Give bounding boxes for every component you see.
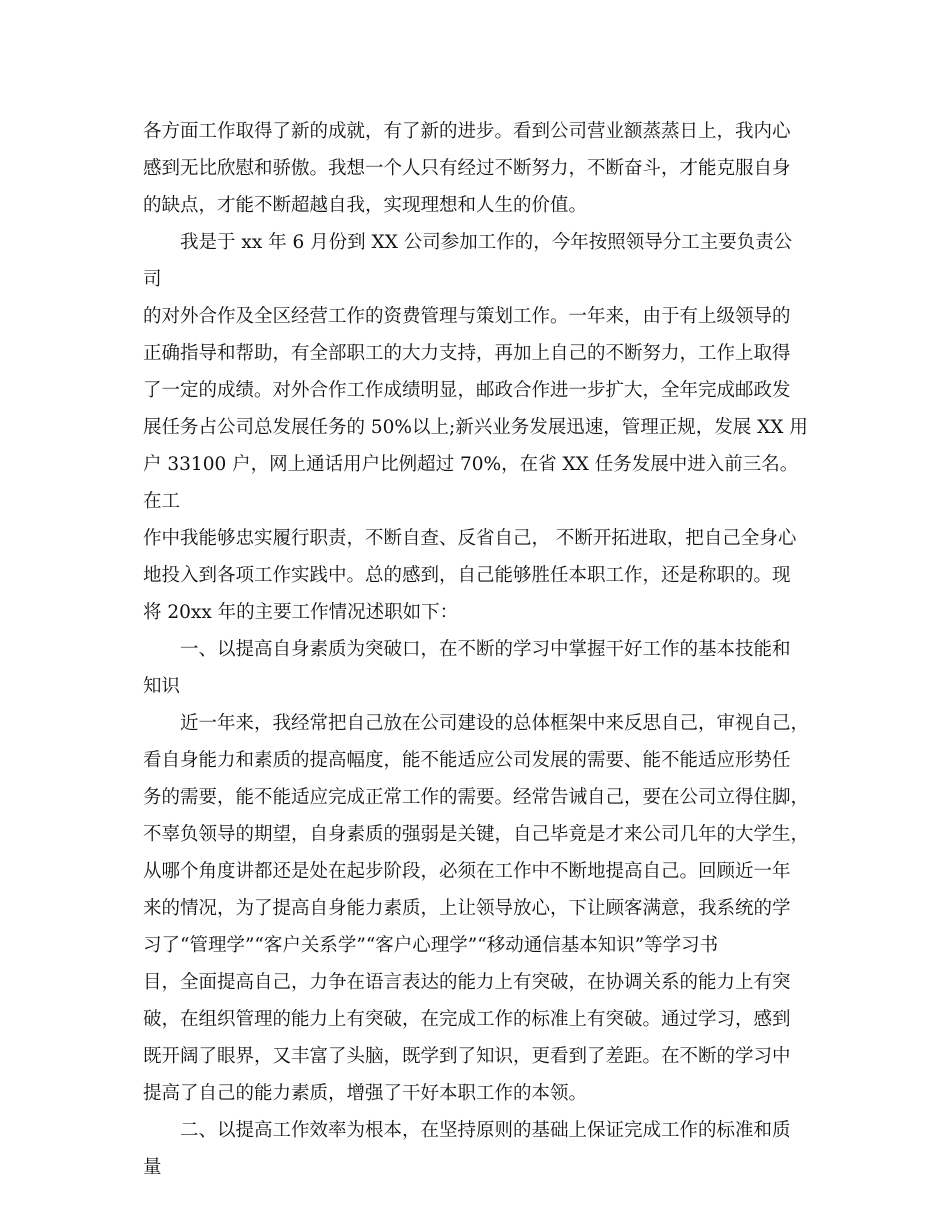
- paragraph-work-summary: 我是于 xx 年 6 月份到 XX 公司参加工作的，今年按照领导分工主要负责公司 的对外合作及全区经营工作的资费管理与策划工作。一年来，由于有上级领导的 正确指导和帮助，有全部职工的大力支持，再加上自己的不断努力，工作上取得 了一定的成绩。对外合作工作成绩明显，邮政合作进一步扩大，全年完成邮政发 展任务占公司总发展任务的 50%以上;新兴业务发展迅速，管理正规，发展 XX 用 户 33100 户，网上通话用户比例超过 70%，在省 XX 任务发展中进入前三名。在工 作中我能够忠实履行职责，不断自查、反省自己， 不断开拓进取，把自己全身心 地投入到各项工作实践中。总的感到，自己能够胜任本职工作，还是称职的。现 将 20xx 年的主要工作情况述职如下：: [143, 232, 808, 623]
- paragraph-self-improvement: 近一年来，我经常把自己放在公司建设的总体框架中来反思自己，审视自己， 看自身能力和素质的提高幅度，能不能适应公司发展的需要、能不能适应形势任 务的需要，能不能适应完成正常工作的需要。经常告诫自己，要在公司立得住脚， 不辜负领导的期望，自身素质的强弱是关键，自己毕竟是才来公司几年的大学生， 从哪个角度讲都还是处在起步阶段，必须在工作中不断地提高自己。回顾近一年 来的情况，为了提高自身能力素质，上让领导放心，下让顾客满意，我系统的学 习了“管理学”“客户关系学”“客户心理学”“移动通信基本知识”等学习书 目，全面提高自己，力争在语言表达的能力上有突破，在协调关系的能力上有突 破，在组织管理的能力上有突破，在完成工作的标准上有突破。通过学习，感到 既开阔了眼界，又丰富了头脑，既学到了知识，更看到了差距。在不断的学习中 提高了自己的能力素质，增强了干好本职工作的本领。: [143, 713, 810, 1104]
- paragraph-intro-continuation: 各方面工作取得了新的成就，有了新的进步。看到公司营业额蒸蒸日上，我内心 感到无比欣慰和骄傲。我想一个人只有经过不断努力，不断奋斗，才能克服自身 的缺点，才能不断超越自我，实现理想和人生的价值。: [143, 121, 791, 216]
- section-heading-one: 一、以提高自身素质为突破口，在不断的学习中掌握干好工作的基本技能和 知识: [143, 639, 791, 697]
- section-heading-two: 二、以提高工作效率为根本，在坚持原则的基础上保证完成工作的标准和质 量: [143, 1120, 791, 1178]
- document-body: [143, 113, 809, 1186]
